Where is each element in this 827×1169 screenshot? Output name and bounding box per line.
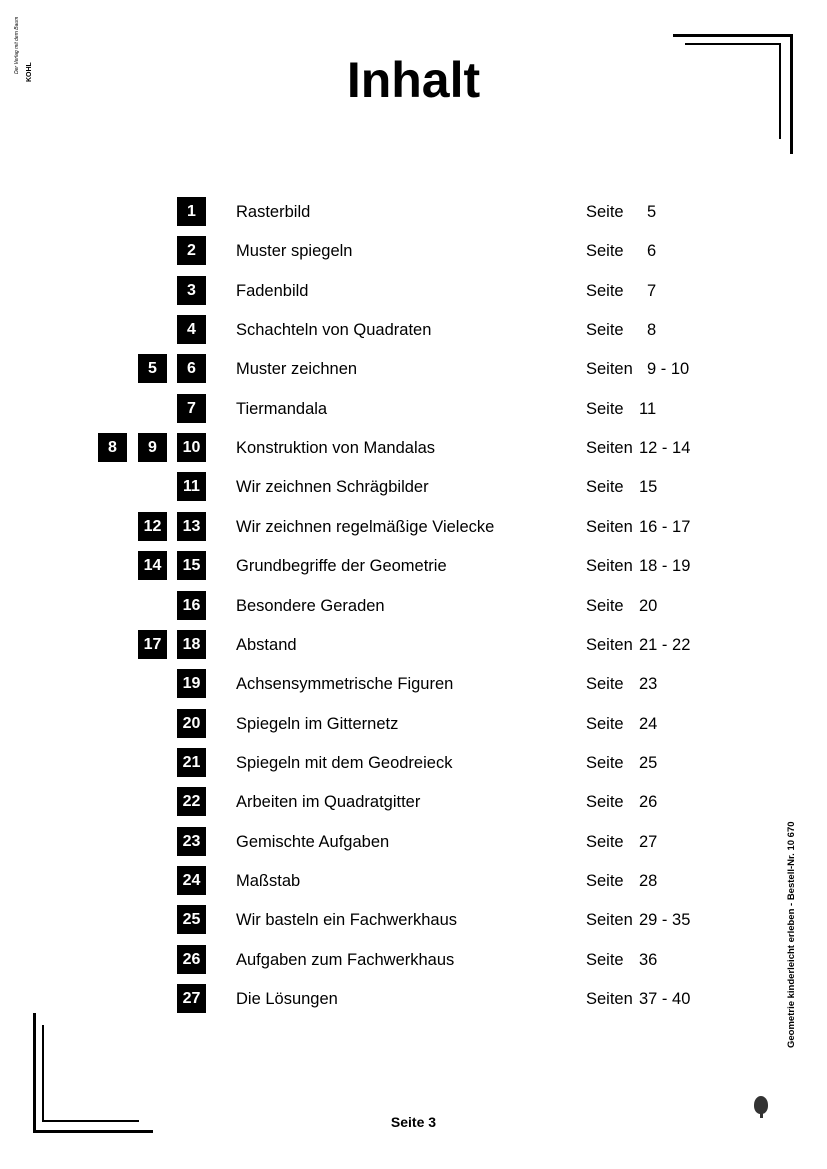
tree-trunk bbox=[760, 1112, 763, 1118]
chapter-number-group bbox=[0, 353, 207, 383]
page-number: 5 bbox=[647, 203, 657, 221]
page-number: 15 bbox=[639, 478, 658, 496]
toc-row bbox=[0, 983, 827, 1013]
chapter-number-badge: 3 bbox=[177, 276, 206, 305]
chapter-number-badge: 20 bbox=[177, 709, 206, 738]
page-title: Inhalt bbox=[346, 52, 481, 108]
chapter-number-group bbox=[0, 944, 207, 974]
toc-entry-title: Arbeiten im Quadratgitter bbox=[236, 793, 421, 811]
page-label: Seite bbox=[586, 400, 624, 418]
toc-row bbox=[0, 353, 827, 383]
chapter-number-group bbox=[0, 511, 207, 541]
chapter-number-group bbox=[0, 747, 207, 777]
chapter-number-group bbox=[0, 786, 207, 816]
toc-entry-title: Besondere Geraden bbox=[236, 597, 385, 615]
toc-row bbox=[0, 393, 827, 423]
page-number: 21 - 22 bbox=[639, 636, 691, 654]
toc-row bbox=[0, 708, 827, 738]
page-label: Seite bbox=[586, 321, 624, 339]
chapter-number-group bbox=[0, 865, 207, 895]
chapter-number-badge: 27 bbox=[177, 984, 206, 1013]
chapter-number-badge: 5 bbox=[138, 354, 167, 383]
toc-row bbox=[0, 432, 827, 462]
page-label: Seite bbox=[586, 951, 624, 969]
toc-entry-title: Spiegeln im Gitternetz bbox=[236, 715, 399, 733]
chapter-number-group bbox=[0, 275, 207, 305]
page-label: Seiten bbox=[586, 360, 633, 378]
toc-row bbox=[0, 511, 827, 541]
page-number: 24 bbox=[639, 715, 658, 733]
chapter-number-badge: 15 bbox=[177, 551, 206, 580]
page-label: Seite bbox=[586, 597, 624, 615]
chapter-number-badge: 1 bbox=[177, 197, 206, 226]
page-label: Seite bbox=[586, 282, 624, 300]
toc-entry-title: Aufgaben zum Fachwerkhaus bbox=[236, 951, 455, 969]
chapter-number-badge: 21 bbox=[177, 748, 206, 777]
toc-entry-title: Konstruktion von Mandalas bbox=[236, 439, 436, 457]
page-footer: Seite 3 bbox=[390, 1114, 437, 1130]
toc-row bbox=[0, 786, 827, 816]
page-label: Seite bbox=[586, 754, 624, 772]
toc-row bbox=[0, 314, 827, 344]
chapter-number-badge: 6 bbox=[177, 354, 206, 383]
publisher-logo bbox=[752, 1050, 782, 1126]
chapter-number-badge: 22 bbox=[177, 787, 206, 816]
toc-row bbox=[0, 629, 827, 659]
chapter-number-group bbox=[0, 235, 207, 265]
page-label: Seiten bbox=[586, 990, 633, 1008]
publisher-tagline: Der Verlag mit dem Baum bbox=[14, 16, 20, 74]
chapter-number-badge: 11 bbox=[177, 472, 206, 501]
chapter-number-group bbox=[0, 983, 207, 1013]
toc-entry-title: Achsensymmetrische Figuren bbox=[236, 675, 454, 693]
page-label: Seiten bbox=[586, 636, 633, 654]
page-label: Seiten bbox=[586, 557, 633, 575]
chapter-number-badge: 4 bbox=[177, 315, 206, 344]
chapter-number-badge: 16 bbox=[177, 591, 206, 620]
toc-entry-title: Die Lösungen bbox=[236, 990, 338, 1008]
page-label: Seite bbox=[586, 872, 624, 890]
page-number: 6 bbox=[647, 242, 657, 260]
toc-entry-title: Abstand bbox=[236, 636, 297, 654]
page-number: 23 bbox=[639, 675, 658, 693]
toc-row bbox=[0, 826, 827, 856]
toc-row bbox=[0, 196, 827, 226]
toc-row bbox=[0, 668, 827, 698]
publisher-name: KOHL bbox=[26, 62, 33, 82]
chapter-number-group bbox=[0, 314, 207, 344]
page-number: 25 bbox=[639, 754, 658, 772]
chapter-number-badge: 24 bbox=[177, 866, 206, 895]
chapter-number-badge: 13 bbox=[177, 512, 206, 541]
chapter-number-group bbox=[0, 904, 207, 934]
page-label: Seiten bbox=[586, 439, 633, 457]
chapter-number-badge: 25 bbox=[177, 905, 206, 934]
chapter-number-badge: 8 bbox=[98, 433, 127, 462]
chapter-number-group bbox=[0, 432, 207, 462]
page-number: 12 - 14 bbox=[639, 439, 691, 457]
page-number: 9 - 10 bbox=[647, 360, 690, 378]
page-label: Seite bbox=[586, 478, 624, 496]
toc-entry-title: Gemischte Aufgaben bbox=[236, 833, 390, 851]
page-label: Seiten bbox=[586, 518, 633, 536]
toc-entry-title: Rasterbild bbox=[236, 203, 311, 221]
toc-entry-title: Tiermandala bbox=[236, 400, 328, 418]
side-label: Geometrie kinderleicht erleben - Bestell-Nr. 10 670 bbox=[786, 821, 797, 1048]
chapter-number-badge: 2 bbox=[177, 236, 206, 265]
chapter-number-badge: 23 bbox=[177, 827, 206, 856]
page-label: Seite bbox=[586, 833, 624, 851]
page-number: 36 bbox=[639, 951, 658, 969]
toc-row bbox=[0, 590, 827, 620]
toc-row bbox=[0, 235, 827, 265]
chapter-number-group bbox=[0, 393, 207, 423]
page-label: Seite bbox=[586, 675, 624, 693]
chapter-number-group bbox=[0, 708, 207, 738]
chapter-number-badge: 9 bbox=[138, 433, 167, 462]
toc-entry-title: Wir zeichnen regelmäßige Vielecke bbox=[236, 518, 495, 536]
chapter-number-badge: 26 bbox=[177, 945, 206, 974]
page-number: 20 bbox=[639, 597, 658, 615]
chapter-number-group bbox=[0, 471, 207, 501]
page-number: 11 bbox=[639, 400, 657, 418]
chapter-number-group bbox=[0, 196, 207, 226]
chapter-number-group bbox=[0, 550, 207, 580]
chapter-number-group bbox=[0, 826, 207, 856]
chapter-number-badge: 12 bbox=[138, 512, 167, 541]
chapter-number-badge: 10 bbox=[177, 433, 206, 462]
page-number: 29 - 35 bbox=[639, 911, 691, 929]
page-number: 18 - 19 bbox=[639, 557, 691, 575]
toc-entry-title: Spiegeln mit dem Geodreieck bbox=[236, 754, 453, 772]
toc-entry-title: Maßstab bbox=[236, 872, 301, 890]
chapter-number-badge: 14 bbox=[138, 551, 167, 580]
chapter-number-badge: 19 bbox=[177, 669, 206, 698]
page-number: 28 bbox=[639, 872, 658, 890]
toc-entry-title: Muster zeichnen bbox=[236, 360, 358, 378]
toc-row bbox=[0, 275, 827, 305]
toc-row bbox=[0, 865, 827, 895]
page-number: 37 - 40 bbox=[639, 990, 691, 1008]
page-number: 27 bbox=[639, 833, 658, 851]
page-label: Seite bbox=[586, 242, 624, 260]
page-label: Seite bbox=[586, 793, 624, 811]
toc-row bbox=[0, 904, 827, 934]
chapter-number-badge: 18 bbox=[177, 630, 206, 659]
chapter-number-badge: 7 bbox=[177, 394, 206, 423]
toc-entry-title: Fadenbild bbox=[236, 282, 309, 300]
chapter-number-group bbox=[0, 629, 207, 659]
page-number: 26 bbox=[639, 793, 658, 811]
toc-row bbox=[0, 747, 827, 777]
toc-entry-title: Wir basteln ein Fachwerkhaus bbox=[236, 911, 458, 929]
chapter-number-group bbox=[0, 668, 207, 698]
chapter-number-badge: 17 bbox=[138, 630, 167, 659]
toc-entry-title: Muster spiegeln bbox=[236, 242, 353, 260]
page-number: 8 bbox=[647, 321, 657, 339]
toc-row bbox=[0, 944, 827, 974]
chapter-number-group bbox=[0, 590, 207, 620]
page-label: Seiten bbox=[586, 911, 633, 929]
page-number: 7 bbox=[647, 282, 657, 300]
toc-entry-title: Schachteln von Quadraten bbox=[236, 321, 432, 339]
page-number: 16 - 17 bbox=[639, 518, 691, 536]
page-label: Seite bbox=[586, 203, 624, 221]
toc-row bbox=[0, 471, 827, 501]
page-label: Seite bbox=[586, 715, 624, 733]
toc-entry-title: Wir zeichnen Schrägbilder bbox=[236, 478, 429, 496]
toc-entry-title: Grundbegriffe der Geometrie bbox=[236, 557, 447, 575]
toc-row bbox=[0, 550, 827, 580]
